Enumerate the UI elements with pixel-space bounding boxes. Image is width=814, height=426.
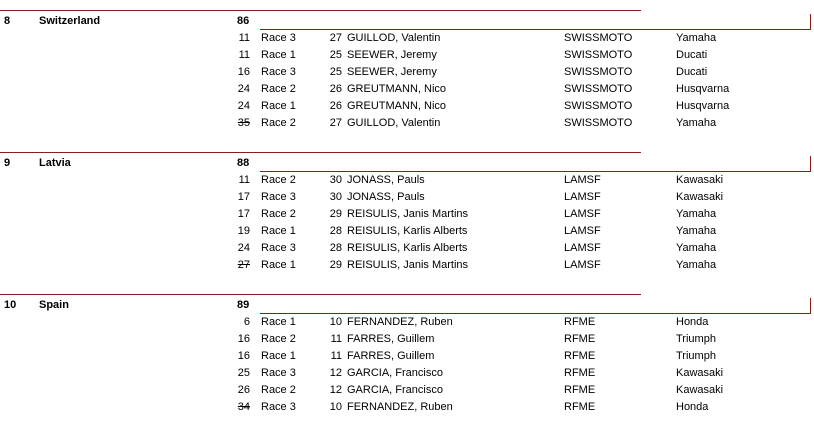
header-bar <box>260 298 811 314</box>
federation-cell: SWISSMOTO <box>564 32 633 44</box>
rider-number-cell: 11 <box>330 350 342 362</box>
rider-name-cell: REISULIS, Karlis Alberts <box>347 225 468 237</box>
team-country: Spain <box>39 299 69 311</box>
result-row <box>0 49 814 66</box>
rider-name-cell: GREUTMANN, Nico <box>347 100 447 112</box>
race-cell: Race 1 <box>261 225 296 237</box>
result-row <box>0 316 814 333</box>
result-row <box>0 350 814 367</box>
points-cell: 11 <box>238 32 250 44</box>
divider-line <box>0 10 641 11</box>
rider-name-cell: REISULIS, Janis Martins <box>347 208 469 220</box>
team-total: 89 <box>237 299 250 311</box>
result-row <box>0 384 814 401</box>
rider-number-cell: 28 <box>329 225 342 237</box>
points-cell: 24 <box>237 83 250 95</box>
team-country: Switzerland <box>39 15 101 27</box>
team-block <box>0 142 814 284</box>
race-cell: Race 1 <box>261 49 296 61</box>
divider-line <box>0 152 641 153</box>
rider-name-cell: JONASS, Pauls <box>347 174 425 186</box>
rider-number-cell: 26 <box>329 100 342 112</box>
team-total: 88 <box>237 157 250 169</box>
federation-cell: LAMSF <box>564 259 601 271</box>
bike-cell: Honda <box>676 316 709 328</box>
bike-cell: Ducati <box>676 49 708 61</box>
rider-name-cell: GUILLOD, Valentin <box>347 117 441 129</box>
federation-cell: LAMSF <box>564 225 601 237</box>
federation-cell: LAMSF <box>564 191 601 203</box>
rider-number-cell: 28 <box>329 242 342 254</box>
result-row <box>0 32 814 49</box>
federation-cell: RFME <box>564 316 596 328</box>
result-row <box>0 174 814 191</box>
bike-cell: Yamaha <box>676 259 717 271</box>
points-cell: 11 <box>238 49 250 61</box>
result-row <box>0 208 814 225</box>
points-cell: 24 <box>237 100 250 112</box>
rider-number-cell: 26 <box>329 83 342 95</box>
federation-cell: SWISSMOTO <box>564 100 633 112</box>
points-cell: 16 <box>237 333 250 345</box>
rider-name-cell: GUILLOD, Valentin <box>347 32 441 44</box>
rider-name-cell: REISULIS, Janis Martins <box>347 259 469 271</box>
rider-name-cell: GARCIA, Francisco <box>347 367 443 379</box>
team-total: 86 <box>237 15 250 27</box>
federation-cell: LAMSF <box>564 242 601 254</box>
points-cell: 17 <box>237 191 250 203</box>
race-cell: Race 3 <box>261 66 296 78</box>
race-cell: Race 3 <box>261 242 296 254</box>
bike-cell: Kawasaki <box>676 174 724 186</box>
points-cell: 17 <box>237 208 250 220</box>
divider-line <box>0 294 641 295</box>
bike-cell: Kawasaki <box>676 367 724 379</box>
race-cell: Race 3 <box>261 191 296 203</box>
rider-number-cell: 25 <box>329 49 342 61</box>
points-cell: 25 <box>237 367 250 379</box>
rider-number-cell: 29 <box>329 208 342 220</box>
rider-number-cell: 10 <box>329 316 342 328</box>
bike-cell: Yamaha <box>676 208 717 220</box>
header-bar <box>260 14 811 30</box>
federation-cell: RFME <box>564 401 596 413</box>
race-cell: Race 1 <box>261 316 296 328</box>
team-block <box>0 0 814 142</box>
result-row <box>0 117 814 134</box>
points-cell: 16 <box>237 66 250 78</box>
rider-name-cell: SEEWER, Jeremy <box>347 66 437 78</box>
race-cell: Race 1 <box>261 259 296 271</box>
points-cell: 26 <box>237 384 250 396</box>
rider-name-cell: GARCIA, Francisco <box>347 384 443 396</box>
points-cell: 35 <box>237 117 250 129</box>
rider-name-cell: FARRES, Guillem <box>347 333 435 345</box>
race-cell: Race 2 <box>261 174 296 186</box>
race-cell: Race 3 <box>261 32 296 44</box>
header-bar <box>260 156 811 172</box>
result-row <box>0 66 814 83</box>
bike-cell: Ducati <box>676 66 708 78</box>
federation-cell: SWISSMOTO <box>564 117 633 129</box>
bike-cell: Yamaha <box>676 32 717 44</box>
result-row <box>0 242 814 259</box>
points-cell: 11 <box>238 174 250 186</box>
race-cell: Race 2 <box>261 117 296 129</box>
result-row <box>0 225 814 242</box>
team-block <box>0 284 814 426</box>
race-cell: Race 2 <box>261 83 296 95</box>
result-row <box>0 191 814 208</box>
federation-cell: LAMSF <box>564 208 601 220</box>
federation-cell: SWISSMOTO <box>564 49 633 61</box>
points-cell: 34 <box>237 401 250 413</box>
race-cell: Race 3 <box>261 401 296 413</box>
rider-number-cell: 29 <box>329 259 342 271</box>
team-rank: 8 <box>4 15 11 27</box>
rider-number-cell: 12 <box>329 367 342 379</box>
federation-cell: RFME <box>564 350 596 362</box>
rider-name-cell: REISULIS, Karlis Alberts <box>347 242 468 254</box>
result-row <box>0 83 814 100</box>
bike-cell: Triumph <box>676 333 716 345</box>
rider-number-cell: 27 <box>329 32 342 44</box>
bike-cell: Yamaha <box>676 117 717 129</box>
race-cell: Race 1 <box>261 350 296 362</box>
rider-name-cell: FERNANDEZ, Ruben <box>347 401 453 413</box>
federation-cell: RFME <box>564 333 596 345</box>
rider-name-cell: JONASS, Pauls <box>347 191 425 203</box>
bike-cell: Husqvarna <box>676 83 730 95</box>
race-cell: Race 2 <box>261 208 296 220</box>
result-row <box>0 367 814 384</box>
rider-number-cell: 12 <box>329 384 342 396</box>
rider-name-cell: FERNANDEZ, Ruben <box>347 316 453 328</box>
result-row <box>0 333 814 350</box>
race-cell: Race 2 <box>261 333 296 345</box>
team-country: Latvia <box>39 157 71 169</box>
bike-cell: Triumph <box>676 350 716 362</box>
rider-number-cell: 27 <box>329 117 342 129</box>
federation-cell: SWISSMOTO <box>564 83 633 95</box>
rider-name-cell: FARRES, Guillem <box>347 350 435 362</box>
federation-cell: LAMSF <box>564 174 601 186</box>
race-cell: Race 2 <box>261 384 296 396</box>
bike-cell: Honda <box>676 401 709 413</box>
federation-cell: RFME <box>564 384 596 396</box>
rider-name-cell: GREUTMANN, Nico <box>347 83 447 95</box>
points-cell: 24 <box>237 242 250 254</box>
result-row <box>0 259 814 276</box>
race-cell: Race 3 <box>261 367 296 379</box>
bike-cell: Yamaha <box>676 225 717 237</box>
federation-cell: RFME <box>564 367 596 379</box>
points-cell: 16 <box>237 350 250 362</box>
rider-number-cell: 25 <box>329 66 342 78</box>
rider-number-cell: 30 <box>329 191 342 203</box>
bike-cell: Yamaha <box>676 242 717 254</box>
result-row <box>0 100 814 117</box>
team-rank: 10 <box>4 299 17 311</box>
rider-name-cell: SEEWER, Jeremy <box>347 49 437 61</box>
race-cell: Race 1 <box>261 100 296 112</box>
points-cell: 19 <box>237 225 250 237</box>
bike-cell: Kawasaki <box>676 191 724 203</box>
points-cell: 6 <box>243 316 250 328</box>
bike-cell: Husqvarna <box>676 100 730 112</box>
bike-cell: Kawasaki <box>676 384 724 396</box>
rider-number-cell: 11 <box>330 333 342 345</box>
points-cell: 27 <box>237 259 250 271</box>
rider-number-cell: 30 <box>329 174 342 186</box>
result-row <box>0 401 814 418</box>
rider-number-cell: 10 <box>329 401 342 413</box>
federation-cell: SWISSMOTO <box>564 66 633 78</box>
team-rank: 9 <box>4 157 11 169</box>
